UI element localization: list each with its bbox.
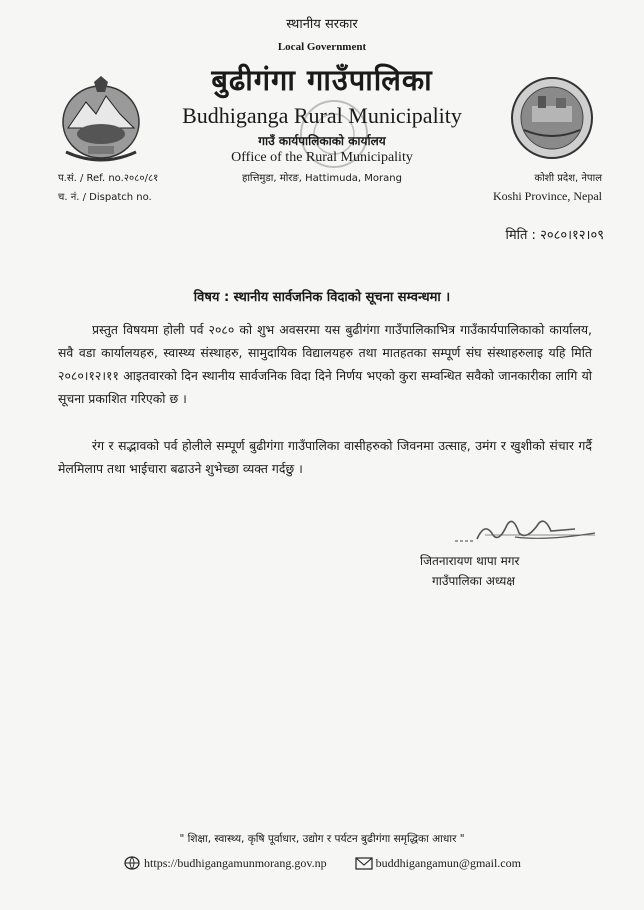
signatory-name: जितनारायण थापा मगर	[420, 554, 520, 568]
dispatch-number: च. नं. / Dispatch no.	[58, 192, 152, 203]
municipality-name-np: बुढीगंगा गाउँपालिका	[211, 63, 433, 97]
signature-mark-icon	[455, 511, 605, 555]
footer-slogan: " शिक्षा, स्वास्थ्य, कृषि पूर्वाधार, उद्योग र पर्यटन बुढीगंगा समृद्धिका आधार "	[179, 833, 465, 845]
body-paragraph-2: रंग र सद्भावको पर्व होलीले सम्पूर्ण बुढीगंगा गाउँपालिका वासीहरुको जिवनमा उत्साह, उमंग र खुशीको संचार गर्दै मेलमिलाप तथा भाईचारा बढाउने शुभेच्छा व्यक्त गर्दछु ।	[58, 438, 592, 476]
email-link[interactable]: buddhigangamun@gmail.com	[375, 855, 521, 870]
office-address: हात्तिमुडा, मोरङ, Hattimuda, Morang	[242, 173, 402, 184]
office-name-np: गाउँ कार्यपालिकाको कार्यालय	[258, 134, 386, 148]
office-name-en: Office of the Rural Municipality	[231, 150, 413, 165]
globe-link-icon	[123, 856, 141, 870]
website-link[interactable]: https://budhigangamunmorang.gov.np	[144, 855, 327, 870]
local-government-en: Local Government	[277, 41, 367, 53]
body-paragraph-1: प्रस्तुत विषयमा होली पर्व २०८० को शुभ अवसरमा यस बुढीगंगा गाउँपालिकाभित्र गाउँकार्यपालिकाको कार्यालय, सवै वडा कार्यालयहरु, स्वास्थ्य संस्थाहरु, सामुदायिक विद्यालयहरु तथा मातहतका सम्पूर्ण संघ संस्थाहरुलाइ यहि मिति २०८०।१२।११ आइतवारको दिन स्थानीय सार्वजनिक विदा दिने निर्णय भएको कुरा सम्वन्धित सवैको जानकारीका लागि यो सूचना प्रकाशित गरिएको छ ।	[58, 322, 592, 406]
subject-line: विषय : स्थानीय सार्वजनिक विदाको सूचना सम्वन्धमा ।	[193, 290, 451, 305]
letter-date: मिति : २०८०।१२।०९	[505, 228, 604, 243]
local-government-np: स्थानीय सरकार	[286, 17, 358, 32]
reference-number: प.सं. / Ref. no.२०८०/८१	[58, 173, 159, 184]
province-en: Koshi Province, Nepal	[493, 189, 602, 203]
signatory-title: गाउँपालिका अध्यक्ष	[432, 574, 515, 588]
footer-contact	[0, 855, 644, 871]
province-np: कोशी प्रदेश, नेपाल	[534, 173, 602, 184]
envelope-icon	[355, 857, 373, 870]
municipality-name-en: Budhiganga Rural Municipality	[182, 103, 462, 128]
